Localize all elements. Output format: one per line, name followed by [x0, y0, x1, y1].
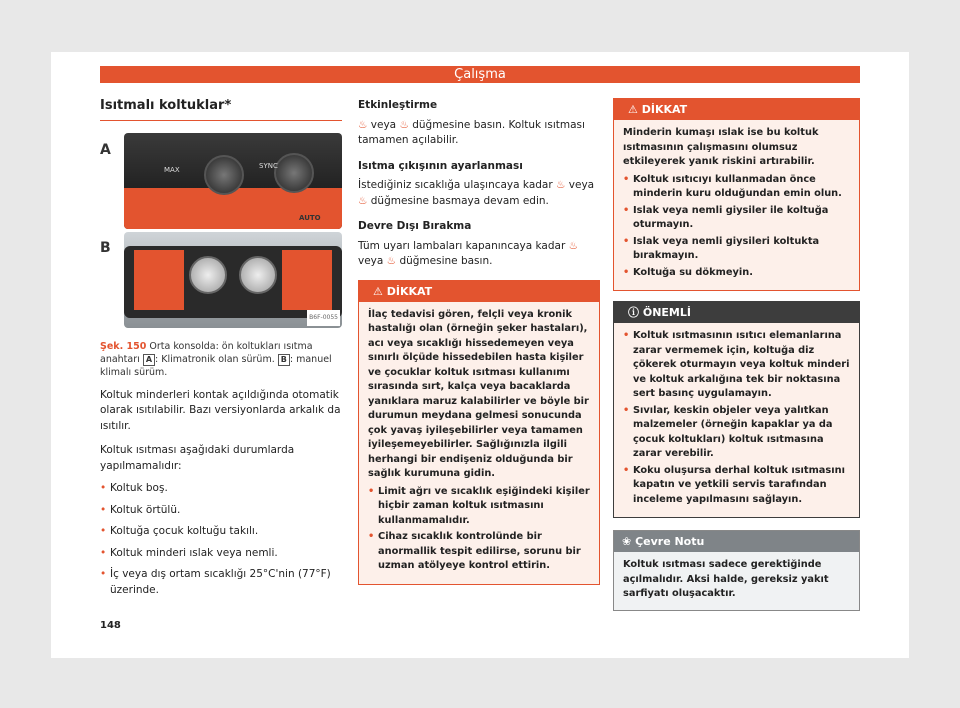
climatronic-panel-image: [124, 133, 342, 229]
column-3: [613, 98, 860, 611]
warning-list: [368, 485, 590, 574]
list-item: • Koltuk ısıtıcıyı kullanmadan önce minderin kuru olduğundan emin olun.: [623, 173, 850, 202]
list-item: • Islak veya nemli giysileri koltukta bırakmayın.: [623, 235, 850, 264]
caption-box-b: B: [278, 354, 290, 366]
caption-text-2: : Klimatronik olan sürüm.: [155, 353, 275, 365]
caption-number: Şek. 150: [100, 340, 147, 352]
warning-box-1: [358, 280, 600, 585]
list-item: • Koltuğa su dökmeyin.: [623, 266, 850, 281]
intro-paragraph: Koltuk minderleri kontak açıldığında otomatik olarak ısıtılabilir. Bazı versiyonlarda arkalık da ısıtılır.: [100, 388, 341, 432]
warning-list: [623, 173, 850, 281]
warning-body: [614, 120, 859, 290]
manual-panel-image: [124, 232, 342, 328]
activate-title: Etkinleştirme: [358, 99, 438, 111]
important-header: ⓘ ÖNEMLİ: [614, 302, 859, 323]
auto-label: AUTO: [299, 213, 321, 222]
manual-knob-1: [189, 256, 227, 294]
right-knob: [274, 153, 314, 193]
column-2: [358, 98, 600, 585]
caption-text-1: Orta konsolda: ön koltukları ısıtma anahtarı: [100, 340, 313, 365]
activate-text: ♨ veya ♨ düğmesine basın. Koltuk ısıtması tamamen açılabilir.: [358, 118, 585, 146]
sync-label: SYNC: [259, 161, 278, 170]
env-header: ❀ Çevre Notu: [614, 531, 859, 552]
important-box: [613, 301, 860, 518]
environment-note: [613, 530, 860, 611]
right-heat-pad: [282, 250, 332, 310]
list-item: • Sıvılar, keskin objeler veya yalıtkan malzemeler (örneğin kapaklar ya da çocuk koltukları) koltuk ısıtmasına zarar verebilir.: [623, 404, 850, 462]
seat-heat-right-icon: ♨: [386, 255, 397, 267]
warning-box-2: [613, 98, 860, 291]
important-list: [623, 329, 850, 507]
important-body: [614, 323, 859, 517]
list-item: • Limit ağrı ve sıcaklık eşiğindeki kişiler hiçbir zaman koltuk ısıtmasını kullanmamalıdır.: [368, 485, 590, 529]
column-1: [100, 98, 342, 604]
list-item: • Koku oluşursa derhal koltuk ısıtmasını kapatın ve yetkili servis tarafından inceleme yapılmasını sağlayın.: [623, 464, 850, 508]
list-item: • Koltuk minderi ıslak veya nemli.: [100, 546, 342, 562]
seat-heat-left-icon: ♨: [556, 179, 566, 191]
leaf-icon: ❀: [622, 535, 632, 548]
left-heat-pad: [134, 250, 184, 310]
left-knob: [204, 155, 244, 195]
env-body: Koltuk ısıtması sadece gerektiğinde açılmalıdır. Aksi halde, gereksiz yakıt sarfiyatı oluşacaktır.: [623, 559, 829, 599]
figure-caption: [100, 340, 342, 379]
seat-heat-right-icon: ♨: [358, 194, 368, 207]
warning-header: ⚠ DİKKAT: [614, 99, 859, 120]
warning-text: İlaç tedavisi gören, felçli veya kronik hastalığı olan (örneğin şeker hastaları), acı veya sıcaklığı hissedemeyen veya sınırlı ölçüde hissedebilen hasta kişiler ve çocuklar koltuk ısıtması kullanımı sırasında sırt, kalça veya bacaklarda yanıklara maruz kalabilirler ve böyle bir durumun meydana gelmesi sonucunda çok yavaş iyileşebilirler veya tamamen iyileşemeyebilirler. Sağlığınızla ilgili herhangi bir endişeniz olduğunda bir sağlık kurumuna gidin.: [368, 308, 589, 479]
seat-heat-right-icon: ♨: [399, 118, 409, 131]
image-code: B6F-0055: [307, 310, 340, 326]
no-heat-intro: Koltuk ısıtması aşağıdaki durumlarda yapılmamalıdır:: [100, 444, 295, 472]
seat-heat-left-icon: ♨: [358, 118, 368, 131]
list-item: • Koltuk ısıtmasının ısıtıcı elemanlarına zarar vermemek için, koltuğa diz çökerek oturmayın veya koltuk minderi ve koltuk arkalığına tek bir noktasına sert basınç uygulamayın.: [623, 329, 850, 402]
section-header: Çalışma: [100, 66, 860, 83]
adjust-title: Isıtma çıkışının ayarlanması: [358, 159, 523, 172]
figure-label-a: A: [100, 141, 111, 158]
list-item: • Koltuğa çocuk koltuğu takılı.: [100, 524, 342, 540]
seat-heat-left-icon: ♨: [568, 239, 579, 252]
warning-triangle-icon: ⚠: [628, 103, 638, 116]
figure: [100, 133, 342, 334]
warning-body: [359, 302, 599, 584]
adjust-text: İstediğiniz sıcaklığa ulaşıncaya kadar ♨ veya ♨ düğmesine basmaya devam edin.: [358, 179, 595, 207]
warning-triangle-icon: ⚠: [373, 284, 383, 298]
list-item: • Islak veya nemli giysiler ile koltuğa oturmayın.: [623, 204, 850, 233]
section-title: Isıtmalı koltuklar*: [100, 98, 342, 121]
warning-header: ⚠ DİKKAT: [359, 281, 599, 302]
max-label: MAX: [164, 165, 180, 174]
caption-text-3: : manuel klimalı sürüm.: [100, 353, 332, 378]
warning-text: Minderin kumaşı ıslak ise bu koltuk ısıtmasının çalışmasını olumsuz etkileyerek yanık riskini artırabilir.: [623, 127, 819, 167]
off-text: Tüm uyarı lambaları kapanıncaya kadar ♨ veya ♨ düğmesine basın.: [358, 239, 579, 267]
list-item: • Koltuk örtülü.: [100, 503, 342, 519]
no-heat-list: [100, 481, 342, 598]
info-circle-icon: ⓘ: [628, 306, 639, 319]
list-item: • İç veya dış ortam sıcaklığı 25°C'nin (77°F) üzerinde.: [100, 567, 342, 598]
off-title: Devre Dışı Bırakma: [358, 220, 472, 232]
manual-knob-2: [239, 256, 277, 294]
list-item: • Cihaz sıcaklık kontrolünde bir anormallik tespit edilirse, sorunu bir uzman atölyeye kontrol ettirin.: [368, 530, 590, 574]
list-item: • Koltuk boş.: [100, 481, 342, 497]
figure-label-b: B: [100, 239, 111, 256]
caption-box-a: A: [143, 354, 155, 366]
page-number: 148: [100, 620, 121, 631]
